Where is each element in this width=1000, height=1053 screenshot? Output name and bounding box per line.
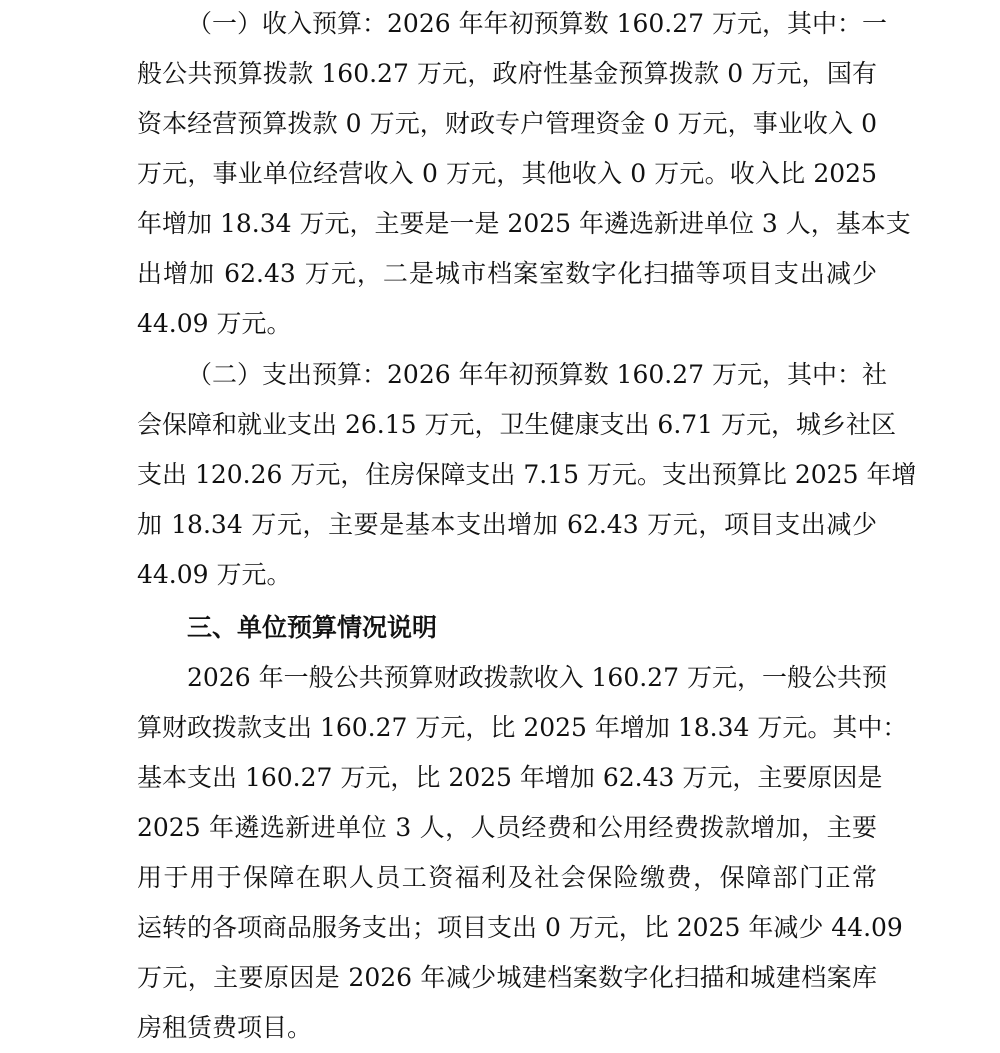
paragraph-income-line-1: （一）收入预算：2026 年年初预算数 160.27 万元，其中：一 — [187, 9, 887, 38]
paragraph-expense-line-1: （二）支出预算：2026 年年初预算数 160.27 万元，其中：社 — [187, 360, 887, 389]
paragraph-unit-line-5: 用于用于保障在职人员工资福利及社会保险缴费，保障部门正常 — [137, 863, 877, 892]
paragraph-expense-line-4: 加 18.34 万元，主要是基本支出增加 62.43 万元，项目支出减少 — [137, 510, 877, 539]
section-heading-unit-budget: 三、单位预算情况说明 — [187, 613, 438, 642]
expense-budget-label: （二）支出预算 — [187, 360, 363, 389]
paragraph-expense-line-2: 会保障和就业支出 26.15 万元，卫生健康支出 6.71 万元，城乡社区 — [137, 410, 897, 439]
paragraph-income-line-7: 44.09 万元。 — [137, 309, 292, 338]
paragraph-unit-line-7: 万元，主要原因是 2026 年减少城建档案数字化扫描和城建档案库 — [137, 963, 877, 992]
paragraph-unit-line-8: 房租赁费项目。 — [137, 1013, 313, 1042]
paragraph-income-line-2: 般公共预算拨款 160.27 万元，政府性基金预算拨款 0 万元，国有 — [137, 59, 877, 88]
paragraph-expense-line-3: 支出 120.26 万元，住房保障支出 7.15 万元。支出预算比 2025 年增 — [137, 460, 917, 489]
paragraph-income-line-6: 出增加 62.43 万元，二是城市档案室数字化扫描等项目支出减少 — [137, 259, 877, 288]
paragraph-income-line-3: 资本经营预算拨款 0 万元，财政专户管理资金 0 万元，事业收入 0 — [137, 109, 877, 138]
income-budget-label: （一）收入预算 — [187, 9, 363, 38]
paragraph-unit-line-3: 基本支出 160.27 万元，比 2025 年增加 62.43 万元，主要原因是 — [137, 763, 883, 792]
paragraph-unit-line-6: 运转的各项商品服务支出；项目支出 0 万元，比 2025 年减少 44.09 — [137, 913, 903, 942]
paragraph-unit-line-4: 2025 年遴选新进单位 3 人，人员经费和公用经费拨款增加，主要 — [137, 813, 877, 842]
paragraph-expense-line-5: 44.09 万元。 — [137, 560, 292, 589]
paragraph-income-line-4: 万元，事业单位经营收入 0 万元，其他收入 0 万元。收入比 2025 — [137, 159, 877, 188]
paragraph-unit-line-2: 算财政拨款支出 160.27 万元，比 2025 年增加 18.34 万元。其中： — [137, 713, 908, 742]
paragraph-unit-line-1: 2026 年一般公共预算财政拨款收入 160.27 万元，一般公共预 — [187, 663, 887, 692]
paragraph-income-line-5: 年增加 18.34 万元，主要是一是 2025 年遴选新进单位 3 人，基本支 — [137, 209, 911, 238]
